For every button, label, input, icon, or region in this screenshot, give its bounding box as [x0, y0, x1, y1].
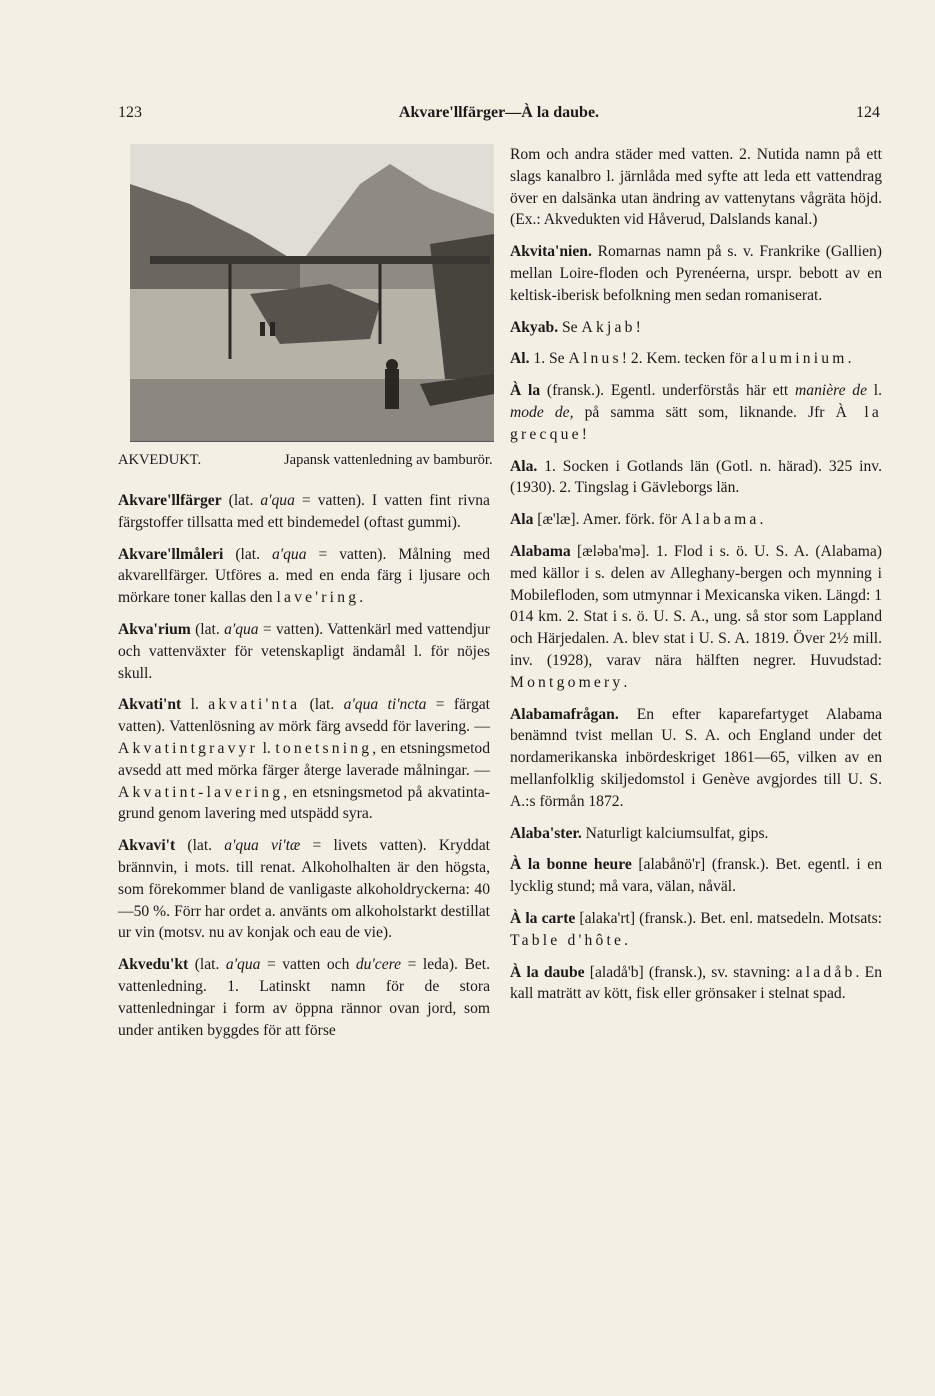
- dictionary-entry: [510, 456, 882, 500]
- dictionary-entry: [510, 144, 882, 231]
- entry-italic-text: a'qua ti'ncta: [343, 696, 427, 714]
- dictionary-entry: [118, 490, 490, 534]
- dictionary-entry: [510, 854, 882, 898]
- entry-headword: Ala.: [510, 457, 538, 475]
- entry-text: (lat.: [188, 956, 226, 974]
- entry-text: (lat.: [175, 837, 225, 855]
- running-title: Akvare'llfärger—À la daube.: [398, 104, 600, 121]
- entry-headword: Akvavi't: [118, 837, 176, 855]
- entry-headword: Alaba'ster.: [510, 824, 582, 842]
- entry-headword: Akvare'llmåleri: [118, 545, 224, 563]
- right-column: [510, 144, 882, 1015]
- entry-text: Rom och andra städer med vatten. 2. Nutida namn på ett slags kanalbro l. järnlåda med syfte att leda ett vattendrag över en dalsänka utan ändring av vattenytans vågräta höjd. (Ex.: Akvedukten vid Håverud, Dalslands kanal.): [510, 146, 882, 229]
- right-entries: [510, 144, 882, 1005]
- entry-headword: À la bonne heure: [510, 856, 632, 874]
- entry-spaced-text: Alnus: [568, 350, 622, 368]
- entry-text: l.: [181, 696, 209, 714]
- entry-text: Romarnas namn på s. v. Frankrike (Gallien) mellan Loire-floden och Pyrenéerna, urspr. bebott av en keltisk-iberisk befolkning men sedan romaniserat.: [510, 243, 882, 304]
- entry-text: [aladå'b] (fransk.), sv. stavning:: [584, 963, 796, 981]
- entry-headword: Akvita'nien.: [510, 243, 592, 261]
- entry-headword: Akvati'nt: [118, 696, 182, 714]
- dictionary-entry: [118, 619, 490, 684]
- dictionary-entry: [510, 541, 882, 694]
- dictionary-entry: [118, 954, 490, 1041]
- figure-caption: [118, 446, 493, 490]
- entry-text: (lat.: [190, 620, 225, 638]
- caption-label: AKVEDUKT.: [118, 452, 202, 468]
- entry-headword: À la carte: [510, 909, 576, 927]
- entry-headword: Akvedu'kt: [118, 956, 189, 974]
- entry-spaced-text: lave'ring: [276, 589, 360, 607]
- entry-text: 1. Socken i Gotlands län (Gotl. n. härad). 325 inv. (1930). 2. Tingslag i Gävleborgs län.: [510, 457, 882, 497]
- entry-text: Naturligt kalciumsulfat, gips.: [581, 824, 769, 842]
- entry-text: .: [847, 350, 852, 368]
- entry-text: [æ'læ]. Amer. förk. för: [533, 511, 681, 529]
- dictionary-entry: [510, 704, 882, 813]
- entry-spaced-text: Akjab: [581, 318, 636, 336]
- entry-text: .: [759, 511, 764, 529]
- entry-spaced-text: Table d'hôte: [510, 931, 625, 949]
- entry-text: Se: [558, 318, 582, 336]
- entry-spaced-text: aluminium: [751, 350, 848, 368]
- page-header: [118, 104, 880, 128]
- entry-text: [alabånö'r] (fransk.). Bet. egentl. i en lycklig stund; må vara, välan, nåväl.: [510, 856, 882, 896]
- entry-text: (lat.: [221, 492, 261, 509]
- dictionary-entry: [510, 241, 882, 306]
- left-entries: [118, 490, 490, 1041]
- entry-spaced-text: Montgomery: [510, 673, 624, 691]
- entry-headword: Akva'rium: [118, 620, 191, 638]
- entry-spaced-text: tonetsning: [275, 739, 373, 757]
- entry-text: (fransk.). Egentl. underförstås här ett: [540, 382, 796, 400]
- entry-text: (lat.: [223, 545, 272, 563]
- dictionary-entry: [118, 544, 490, 609]
- entry-italic-text: a'qua vi'tæ: [224, 837, 301, 855]
- entry-italic-text: du'cere: [355, 956, 402, 974]
- entry-text: , en etsningsmetod avsedd att med mörka färger återge laverade målningar. —: [118, 739, 490, 779]
- entry-spaced-text: À la grecque: [510, 403, 882, 443]
- entry-text: .: [359, 589, 364, 607]
- entry-spaced-text: Akvatintgravyr: [118, 739, 259, 757]
- entry-headword: Al.: [510, 350, 530, 368]
- entry-italic-text: a'qua: [260, 492, 295, 509]
- entry-italic-text: a'qua: [225, 956, 261, 974]
- entry-text: l.: [867, 382, 882, 400]
- entry-italic-text: mode de,: [510, 403, 574, 421]
- entry-text: = leda). Bet. vattenledning. 1. Latinskt namn för de stora vattenledningar i form av öppna rännor ovan jord, som under antiken byggdes för att förse: [118, 956, 490, 1039]
- dictionary-entry: [510, 962, 882, 1006]
- entry-text: l.: [258, 739, 276, 757]
- entry-text: ! 2. Kem. tecken för: [621, 350, 752, 368]
- entry-text: En efter kaparefartyget Alabama benämnd tvist mellan U. S. A. och England under det nordamerikanska inbördeskriget 1861—65, vilken av en mellanfolklig skiljedomstol i Genève avgjordes till U. S. A.:s förmån 1872.: [510, 705, 882, 810]
- dictionary-entry: [510, 908, 882, 952]
- entry-text: = vatten). I vatten fint rivna färgstoffer tillsatta med ett bindemedel (oftast gummi).: [118, 492, 490, 531]
- entry-text: = färgat vatten). Vattenlösning av mörk färg avsedd för lavering. —: [118, 696, 490, 736]
- entry-italic-text: a'qua: [271, 545, 307, 563]
- dictionary-entry: [510, 380, 882, 445]
- entry-headword: À la daube: [510, 963, 585, 981]
- entry-text: på samma sätt som, liknande. Jfr: [573, 403, 836, 421]
- entry-text: = livets vatten). Kryddat brännvin, i mots. till renat. Alkoholhalten är den högsta, som förekommer bland de vanligaste alkoholdryckerna: 40—50 %. Förr har ordet a. använts om alkoholstarkt destillat ur vin (motsv. nu av konjak och eau de vie).: [118, 837, 490, 942]
- entry-text: [æləba'mə]. 1. Flod i s. ö. U. S. A. (Alabama) med källor i s. delen av Alleghany-bergen och mynning i Mobilefloden, som utmynnar i Mexicanska viken. Längd: 1 014 km. 2. Stat i s. ö. U. S. A., ung. så stor som Lappland och Härjedalen. A. blev stat i U. S. A. 1819. Över 2½ mill. inv. (1928), varav nära hälften negrer. Huvudstad:: [510, 542, 883, 669]
- entry-headword: Alabama: [510, 542, 571, 560]
- entry-headword: Ala: [510, 511, 534, 529]
- entry-text: = vatten). Vattenkärl med vattendjur och vattenväxter för vetenskapligt ändamål l. för nöjes skull.: [118, 620, 490, 682]
- entry-text: = vatten). Målning med akvarellfärger. Utföres a. med en enda färg i ljusare och mörkare toner kallas den: [118, 545, 490, 607]
- entry-spaced-text: Akvatint-lavering: [118, 783, 284, 801]
- page-number-left: 123: [118, 104, 142, 121]
- entry-text: .: [623, 673, 628, 691]
- entry-text: = vatten och: [260, 956, 356, 974]
- entry-headword: Akyab.: [510, 318, 559, 336]
- entry-headword: À la: [510, 382, 541, 400]
- aqueduct-engraving: [130, 144, 494, 442]
- entry-headword: Akvare'llfärger: [118, 492, 222, 509]
- entry-text: !: [635, 318, 641, 336]
- page-number-right: 124: [856, 104, 880, 121]
- entry-spaced-text: akvati'nta: [208, 696, 301, 714]
- entry-italic-text: a'qua: [224, 620, 259, 638]
- entry-headword: Alabamafrågan.: [510, 705, 619, 723]
- dictionary-entry: [118, 694, 490, 825]
- entry-spaced-text: aladåb: [795, 963, 856, 981]
- dictionary-entry: [510, 348, 882, 370]
- entry-spaced-text: Alabama: [680, 511, 760, 529]
- entry-text: 1. Se: [529, 350, 569, 368]
- entry-text: !: [581, 425, 587, 443]
- caption-text: Japansk vattenledning av bamburör.: [284, 452, 493, 468]
- left-column: [118, 144, 493, 1051]
- entry-text: , en etsningsmetod på akvatinta-grund genom lavering med utspädd syra.: [118, 783, 490, 823]
- entry-text: .: [624, 931, 629, 949]
- entry-text: [alaka'rt] (fransk.). Bet. enl. matsedeln. Motsats:: [575, 909, 882, 927]
- dictionary-entry: [118, 835, 490, 944]
- entry-text: (lat.: [300, 696, 344, 714]
- dictionary-entry: [510, 823, 882, 845]
- dictionary-entry: [510, 317, 882, 339]
- aqueduct-illustration: [130, 144, 494, 442]
- entry-text: . En kall maträtt av kött, fisk eller grönsaker i stelnat spad.: [510, 963, 882, 1003]
- entry-italic-text: manière de: [795, 382, 868, 400]
- dictionary-entry: [510, 509, 882, 531]
